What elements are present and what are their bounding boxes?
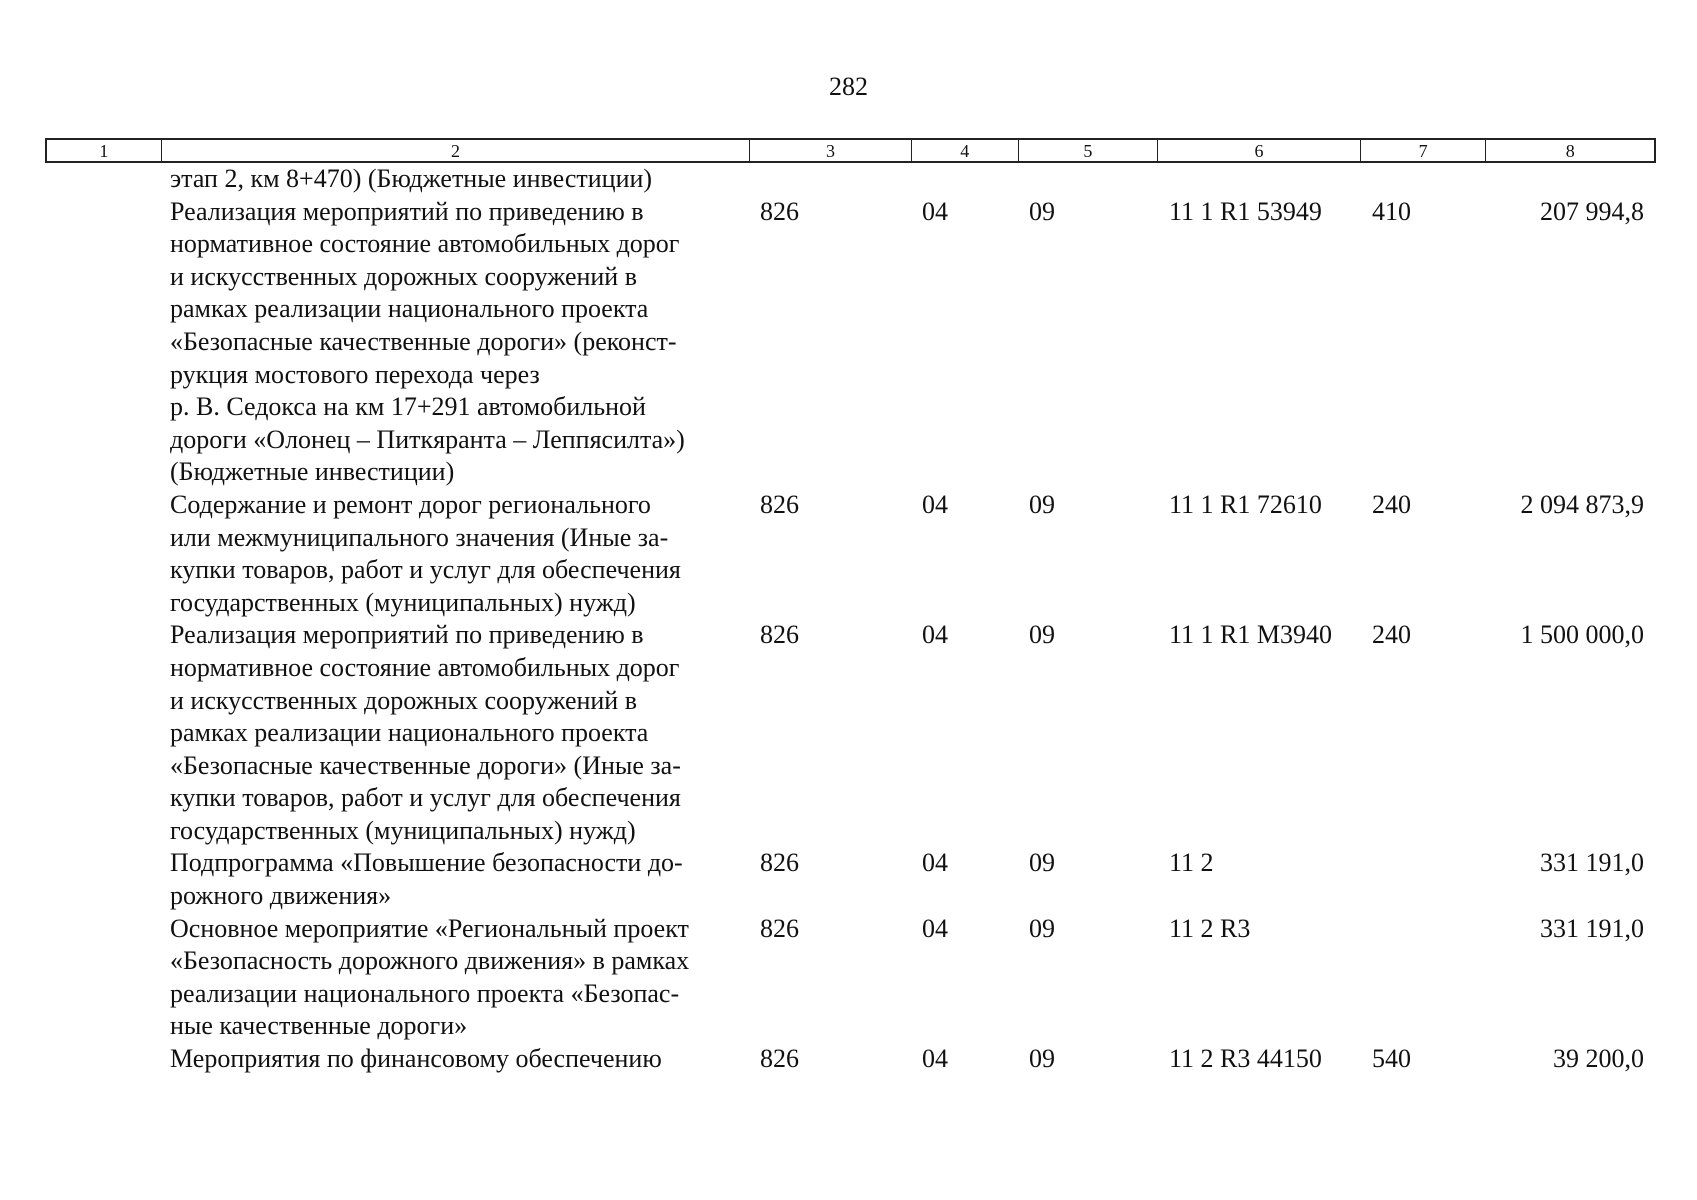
page-number: 282 [829, 72, 868, 101]
table-row [45, 196, 1656, 489]
row-description: Реализация мероприятий по приведению в нормативное состояние автомобильных дорог и искусственных дорожных сооружений в рамках реализации национального проекта «Безопасные качественные дороги» (Иные за- купки товаров, работ и услуг для обеспечения государственных (муниципальных) нужд) [170, 620, 681, 845]
amount: 331 191,0 [1540, 848, 1644, 878]
row-description: Мероприятия по финансовому обеспечению [170, 1044, 662, 1074]
column-number-5: 5 [1018, 140, 1158, 161]
ministry-code: 826 [760, 913, 799, 943]
target-article-code: 11 2 R3 44150 [1169, 1044, 1322, 1074]
subsection-code: 09 [1029, 489, 1055, 519]
row-description: этап 2, км 8+470) (Бюджетные инвестиции) [170, 164, 653, 193]
empty-cell [45, 619, 159, 847]
ministry-code: 826 [760, 489, 799, 519]
row-description: Подпрограмма «Повышение безопасности до- рожного движения» [170, 848, 683, 911]
column-number-8: 8 [1485, 140, 1654, 161]
column-number-4: 4 [911, 140, 1018, 161]
empty-cell [45, 196, 159, 489]
expense-type-code: 540 [1372, 1044, 1411, 1074]
empty-cell [45, 847, 159, 912]
subsection-code: 09 [1029, 913, 1055, 943]
ministry-code: 826 [760, 196, 799, 226]
expense-type-code: 410 [1372, 196, 1411, 226]
row-description: Основное мероприятие «Региональный проект «Безопасность дорожного движения» в рамках реализации национального проекта «Безопас- ные качественные дороги» [170, 913, 690, 1041]
expense-type-code [1361, 163, 1487, 196]
empty-cell [45, 489, 159, 619]
ministry-code: 826 [760, 848, 799, 878]
subsection-code [1018, 163, 1158, 196]
section-code: 04 [922, 848, 948, 878]
section-code: 04 [922, 489, 948, 519]
amount: 2 094 873,9 [1520, 489, 1644, 519]
column-number-2: 2 [161, 140, 750, 161]
column-number-1: 1 [99, 141, 109, 161]
section-code: 04 [922, 196, 948, 226]
subsection-code: 09 [1029, 196, 1055, 226]
table-row [45, 913, 1656, 1043]
column-number-6: 6 [1157, 140, 1360, 161]
column-number-3: 3 [749, 140, 911, 161]
row-description: Реализация мероприятий по приведению в нормативное состояние автомобильных дорог и искусственных дорожных сооружений в рамках реализации национального проекта «Безопасные качественные дороги» (реконст- рукция мостового перехода через р. В. Седокса на км 17+291 автомобильной дороги «Олонец – Питкяранта – Леппясилта») (Бюджетные инвестиции) [170, 196, 685, 487]
target-article-code: 11 2 R3 [1169, 913, 1251, 943]
column-number-7: 7 [1360, 140, 1486, 161]
ministry-code: 826 [760, 1044, 799, 1074]
row-description: Содержание и ремонт дорог регионального или межмуниципального значения (Иные за- купки товаров, работ и услуг для обеспечения государственных (муниципальных) нужд) [170, 489, 681, 617]
table-row [45, 489, 1656, 619]
target-article-code [1158, 163, 1361, 196]
target-article-code: 11 2 [1169, 848, 1214, 878]
table-row [45, 163, 1656, 196]
empty-cell [45, 913, 159, 1043]
table-row [45, 1043, 1656, 1076]
table-row [45, 619, 1656, 847]
section-code: 04 [922, 1044, 948, 1074]
target-article-code: 11 1 R1 M3940 [1169, 620, 1332, 650]
amount: 207 994,8 [1540, 196, 1644, 226]
table-body [45, 163, 1656, 1076]
column-number-header [45, 138, 1656, 163]
budget-table [45, 138, 1656, 1076]
subsection-code: 09 [1029, 620, 1055, 650]
expense-type-code: 240 [1372, 620, 1411, 650]
section-code [911, 163, 1018, 196]
amount: 39 200,0 [1553, 1044, 1644, 1074]
ministry-code: 826 [760, 620, 799, 650]
subsection-code: 09 [1029, 848, 1055, 878]
section-code: 04 [922, 620, 948, 650]
amount [1487, 163, 1656, 196]
target-article-code: 11 1 R1 53949 [1169, 196, 1322, 226]
section-code: 04 [922, 913, 948, 943]
table-row [45, 847, 1656, 912]
expense-type-code [1361, 847, 1487, 912]
amount: 331 191,0 [1540, 913, 1644, 943]
empty-cell [45, 163, 159, 196]
target-article-code: 11 1 R1 72610 [1169, 489, 1322, 519]
expense-type-code: 240 [1372, 489, 1411, 519]
subsection-code: 09 [1029, 1044, 1055, 1074]
empty-cell [45, 1043, 159, 1076]
expense-type-code [1361, 913, 1487, 1043]
amount: 1 500 000,0 [1520, 620, 1644, 650]
ministry-code [749, 163, 911, 196]
